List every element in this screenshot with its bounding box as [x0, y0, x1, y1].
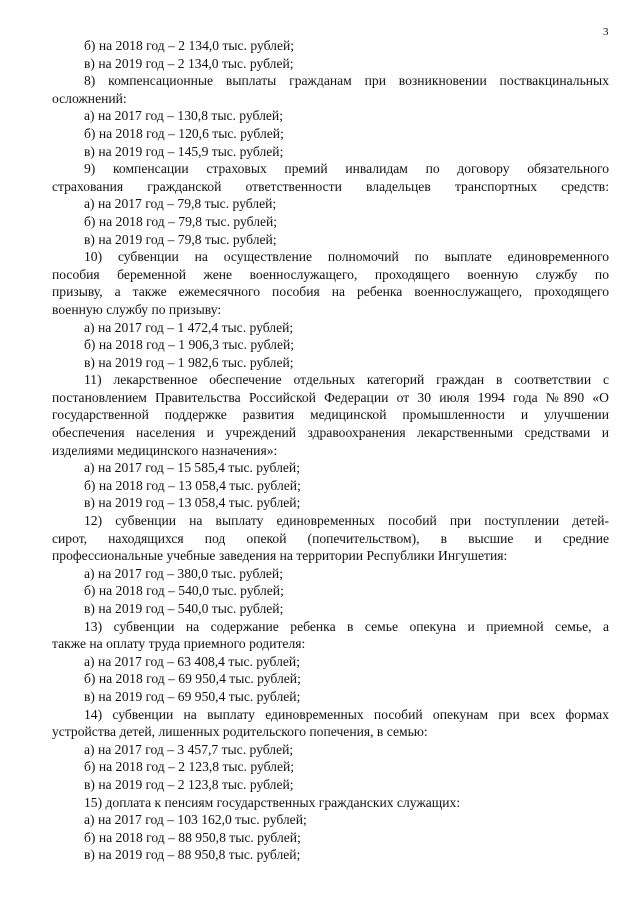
text-line: а) на 2017 год – 3 457,7 тыс. рублей; [84, 741, 294, 757]
text-line: 11) лекарственное обеспечение отдельных категорий граждан в соответствии с [84, 372, 609, 388]
text-line: 12) субвенции на выплату единовременных пособий при поступлении детей- [84, 513, 609, 529]
document-body [52, 37, 609, 864]
text-line: 14) субвенции на выплату единовременных пособий опекунам при всех формах [84, 706, 609, 722]
text-line: 13) субвенции на содержание ребенка в семье опекуна и приемной семье, а [84, 618, 609, 634]
text-line: б) на 2018 год – 79,8 тыс. рублей; [84, 213, 278, 229]
text-line: 8) компенсационные выплаты гражданам при возникновении поствакцинальных [84, 73, 609, 89]
text-line: а) на 2017 год – 1 472,4 тыс. рублей; [84, 319, 294, 335]
text-line: 10) субвенции на осуществление полномочий по выплате единовременного [84, 249, 609, 265]
text-line: а) на 2017 год – 103 162,0 тыс. рублей; [84, 812, 307, 828]
text-line: 9) компенсации страховых премий инвалидам по договору обязательного [84, 161, 609, 177]
text-line: а) на 2017 год – 380,0 тыс. рублей; [84, 565, 283, 581]
text-line: также на оплату труда приемного родителя: [52, 636, 306, 652]
text-line: сирот, находящихся под опекой (попечительством), в высшие и средние [52, 530, 609, 546]
text-line: б) на 2018 год – 88 950,8 тыс. рублей; [84, 829, 301, 845]
text-line: изделиями медицинского назначения»: [52, 442, 278, 458]
text-line: в) на 2019 год – 69 950,4 тыс. рублей; [84, 688, 301, 704]
text-line: б) на 2018 год – 2 134,0 тыс. рублей; [84, 38, 295, 53]
text-line: 15) доплата к пенсиям государственных гражданских служащих: [84, 794, 461, 810]
text-line: в) на 2019 год – 540,0 тыс. рублей; [84, 601, 284, 616]
text-line: а) на 2017 год – 130,8 тыс. рублей; [84, 108, 283, 124]
text-line: в) на 2019 год – 2 123,8 тыс. рублей; [84, 776, 294, 792]
text-line: призыву, а также ежемесячного пособия на ребенка военнослужащего, проходящего [52, 284, 609, 300]
text-line: а) на 2017 год – 15 585,4 тыс. рублей; [84, 460, 300, 476]
text-line: постановлением Правительства Российской Федерации от 30 июля 1994 года №890 «О [52, 389, 609, 405]
text-line: в) на 2019 год – 79,8 тыс. рублей; [84, 231, 277, 247]
text-line: б) на 2018 год – 120,6 тыс. рублей; [84, 125, 284, 141]
text-line: в) на 2019 год – 1 982,6 тыс. рублей; [84, 354, 294, 370]
text-line: обеспечения населения и учреждений здравоохранения лекарственными средствами и [52, 425, 609, 441]
text-line: осложнений: [52, 90, 127, 106]
text-line: государственной поддержке развития медицинской промышленности и улучшении [52, 407, 609, 423]
text-line: в) на 2019 год – 13 058,4 тыс. рублей; [84, 495, 301, 511]
text-line: б) на 2018 год – 540,0 тыс. рублей; [84, 583, 284, 599]
text-line: в) на 2019 год – 145,9 тыс. рублей; [84, 143, 284, 159]
text-line: а) на 2017 год – 63 408,4 тыс. рублей; [84, 653, 300, 669]
text-line: профессиональные учебные заведения на территории Республики Ингушетия: [52, 548, 508, 564]
text-line: б) на 2018 год – 69 950,4 тыс. рублей; [84, 671, 301, 687]
page-number: 3 [603, 26, 609, 38]
text-line: б) на 2018 год – 1 906,3 тыс. рублей; [84, 337, 295, 353]
text-line: военную службу по призыву: [52, 301, 222, 317]
text-line: а) на 2017 год – 79,8 тыс. рублей; [84, 196, 277, 212]
text-line: в) на 2019 год – 88 950,8 тыс. рублей; [84, 847, 301, 863]
text-line: б) на 2018 год – 13 058,4 тыс. рублей; [84, 477, 301, 493]
text-line: пособия беременной жене военнослужащего, проходящего военную службу по [52, 266, 609, 282]
text-line: б) на 2018 год – 2 123,8 тыс. рублей; [84, 759, 295, 775]
text-line: страхования гражданской ответственности владельцев транспортных средств: [52, 178, 609, 194]
text-line: в) на 2019 год – 2 134,0 тыс. рублей; [84, 55, 294, 71]
text-line: устройства детей, лишенных родительского попечения, в семью: [52, 724, 428, 740]
